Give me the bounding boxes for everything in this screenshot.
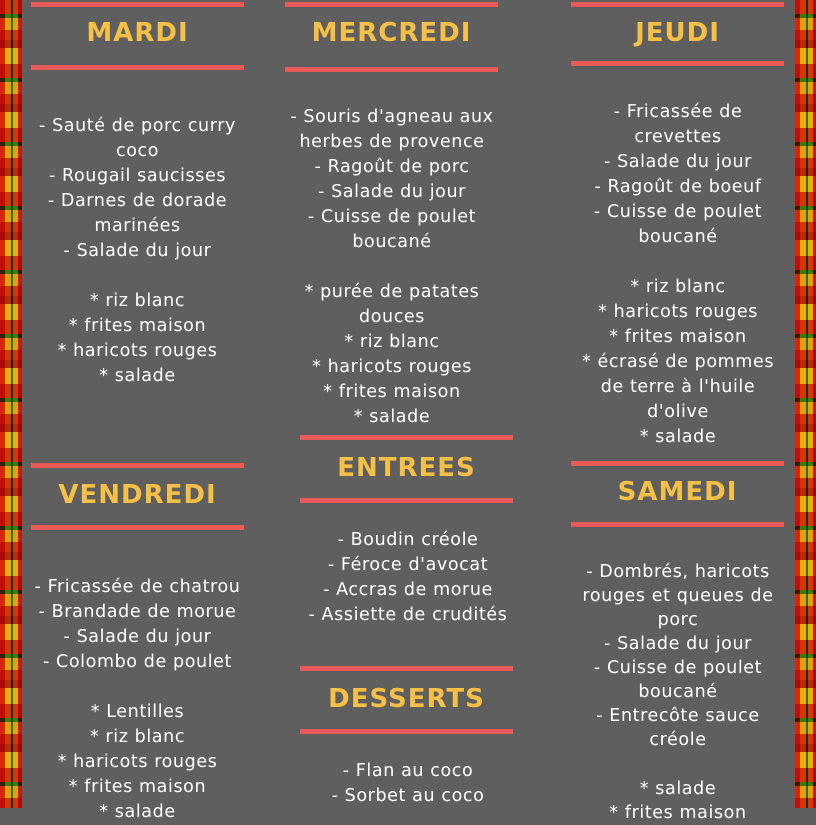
menu-line: - Fricassée de <box>613 102 743 122</box>
menu-line: - Sauté de porc curry <box>39 116 236 136</box>
section-title-mercredi: MERCREDI <box>311 18 472 48</box>
menu-line: marinées <box>94 216 181 236</box>
menu-line: * salade <box>99 802 176 822</box>
menu-line: * haricots rouges <box>598 302 758 322</box>
menu-line: - Ragoût de boeuf <box>594 177 762 197</box>
menu-line: - Cuisse de poulet <box>307 207 477 227</box>
menu-line: * frites maison <box>68 777 207 797</box>
menu-line: coco <box>115 141 160 161</box>
menu-list-entrees <box>298 528 518 628</box>
menu-list-desserts <box>298 759 518 809</box>
menu-line: * frites maison <box>609 803 747 823</box>
menu-line: - Rougail saucisses <box>48 166 227 186</box>
menu-line: créole <box>649 730 707 750</box>
menu-line: - Salade du jour <box>604 634 752 654</box>
menu-line: - Flan au coco <box>342 761 474 781</box>
section-title-samedi: SAMEDI <box>617 477 738 507</box>
menu-line: boucané <box>352 232 432 252</box>
menu-line: * haricots rouges <box>312 357 472 377</box>
menu-line: * frites maison <box>609 327 747 347</box>
rule-samedi-top <box>571 461 784 466</box>
menu-line: boucané <box>638 227 718 247</box>
menu-line: - Souris d'agneau aux <box>290 107 494 127</box>
menu-line: - Darnes de dorade <box>47 191 228 211</box>
menu-line: - Cuisse de poulet <box>593 202 763 222</box>
menu-line: porc <box>657 610 699 630</box>
menu-line: * salade <box>99 366 176 386</box>
menu-line: - Dombrés, haricots <box>586 562 770 582</box>
rule-mardi-top <box>31 2 244 7</box>
menu-line: * haricots rouges <box>57 341 218 361</box>
menu-line: d'olive <box>647 402 709 422</box>
menu-line: - Boudin créole <box>337 530 479 550</box>
section-title-desserts: DESSERTS <box>328 684 485 714</box>
menu-gap <box>25 264 250 289</box>
menu-list-mercredi <box>280 105 504 430</box>
rule-mercredi-top <box>285 2 498 7</box>
section-title-mardi: MARDI <box>86 18 189 48</box>
menu-line: * frites maison <box>323 382 461 402</box>
menu-line: * salade <box>353 407 431 427</box>
menu-line: - Salade du jour <box>318 182 466 202</box>
menu-line: de terre à l'huile <box>600 377 756 397</box>
menu-line: - Colombo de poulet <box>42 652 233 672</box>
menu-line: douces <box>358 307 425 327</box>
menu-gap <box>566 250 790 275</box>
rule-mardi-bottom <box>31 65 244 70</box>
rule-entrees-bottom <box>300 498 513 503</box>
rule-jeudi-top <box>571 2 784 7</box>
menu-line: * riz blanc <box>89 291 186 311</box>
menu-gap <box>25 675 250 700</box>
menu-line: rouges et queues de <box>582 586 774 606</box>
menu-line: - Sorbet au coco <box>331 786 485 806</box>
rule-vendredi-top <box>31 463 244 468</box>
menu-list-jeudi <box>566 100 790 450</box>
rule-entrees-top <box>300 435 513 440</box>
section-title-jeudi: JEUDI <box>635 18 720 48</box>
menu-line: herbes de provence <box>299 132 485 152</box>
menu-line: boucané <box>638 682 718 702</box>
section-title-entrees: ENTREES <box>337 453 476 483</box>
madras-border-left <box>0 0 22 808</box>
menu-line: - Brandade de morue <box>38 602 237 622</box>
menu-line: * riz blanc <box>630 277 726 297</box>
menu-line: - Accras de morue <box>323 580 493 600</box>
rule-desserts-bottom <box>300 729 513 734</box>
menu-line: * frites maison <box>68 316 207 336</box>
menu-line: - Féroce d'avocat <box>327 555 489 575</box>
menu-line: - Salade du jour <box>63 241 212 261</box>
menu-line: - Ragoût de porc <box>314 157 470 177</box>
menu-list-vendredi <box>25 575 250 825</box>
section-title-vendredi: VENDREDI <box>58 480 217 510</box>
menu-line: - Fricassée de chatrou <box>34 577 241 597</box>
rule-vendredi-bottom <box>31 525 244 530</box>
menu-gap <box>566 752 790 777</box>
madras-border-right <box>795 0 816 808</box>
rule-jeudi-bottom <box>571 61 784 66</box>
menu-line: - Assiette de crudités <box>308 605 508 625</box>
menu-line: * purée de patates <box>304 282 480 302</box>
menu-line: * Lentilles <box>90 702 185 722</box>
menu-line: * écrasé de pommes <box>581 352 775 372</box>
menu-line: - Salade du jour <box>604 152 752 172</box>
rule-samedi-bottom <box>571 522 784 527</box>
rule-mercredi-bottom <box>285 67 498 72</box>
menu-line: * riz blanc <box>89 727 186 747</box>
menu-line: - Salade du jour <box>63 627 212 647</box>
menu-line: * riz blanc <box>344 332 440 352</box>
menu-list-samedi <box>566 560 790 825</box>
menu-gap <box>280 255 504 280</box>
menu-line: - Cuisse de poulet <box>593 658 763 678</box>
menu-line: * salade <box>639 427 717 447</box>
menu-line: * haricots rouges <box>57 752 218 772</box>
menu-line: - Entrecôte sauce <box>596 706 760 726</box>
menu-line: * salade <box>639 779 717 799</box>
rule-desserts-top <box>300 666 513 671</box>
menu-list-mardi <box>25 114 250 389</box>
menu-line: crevettes <box>634 127 722 147</box>
